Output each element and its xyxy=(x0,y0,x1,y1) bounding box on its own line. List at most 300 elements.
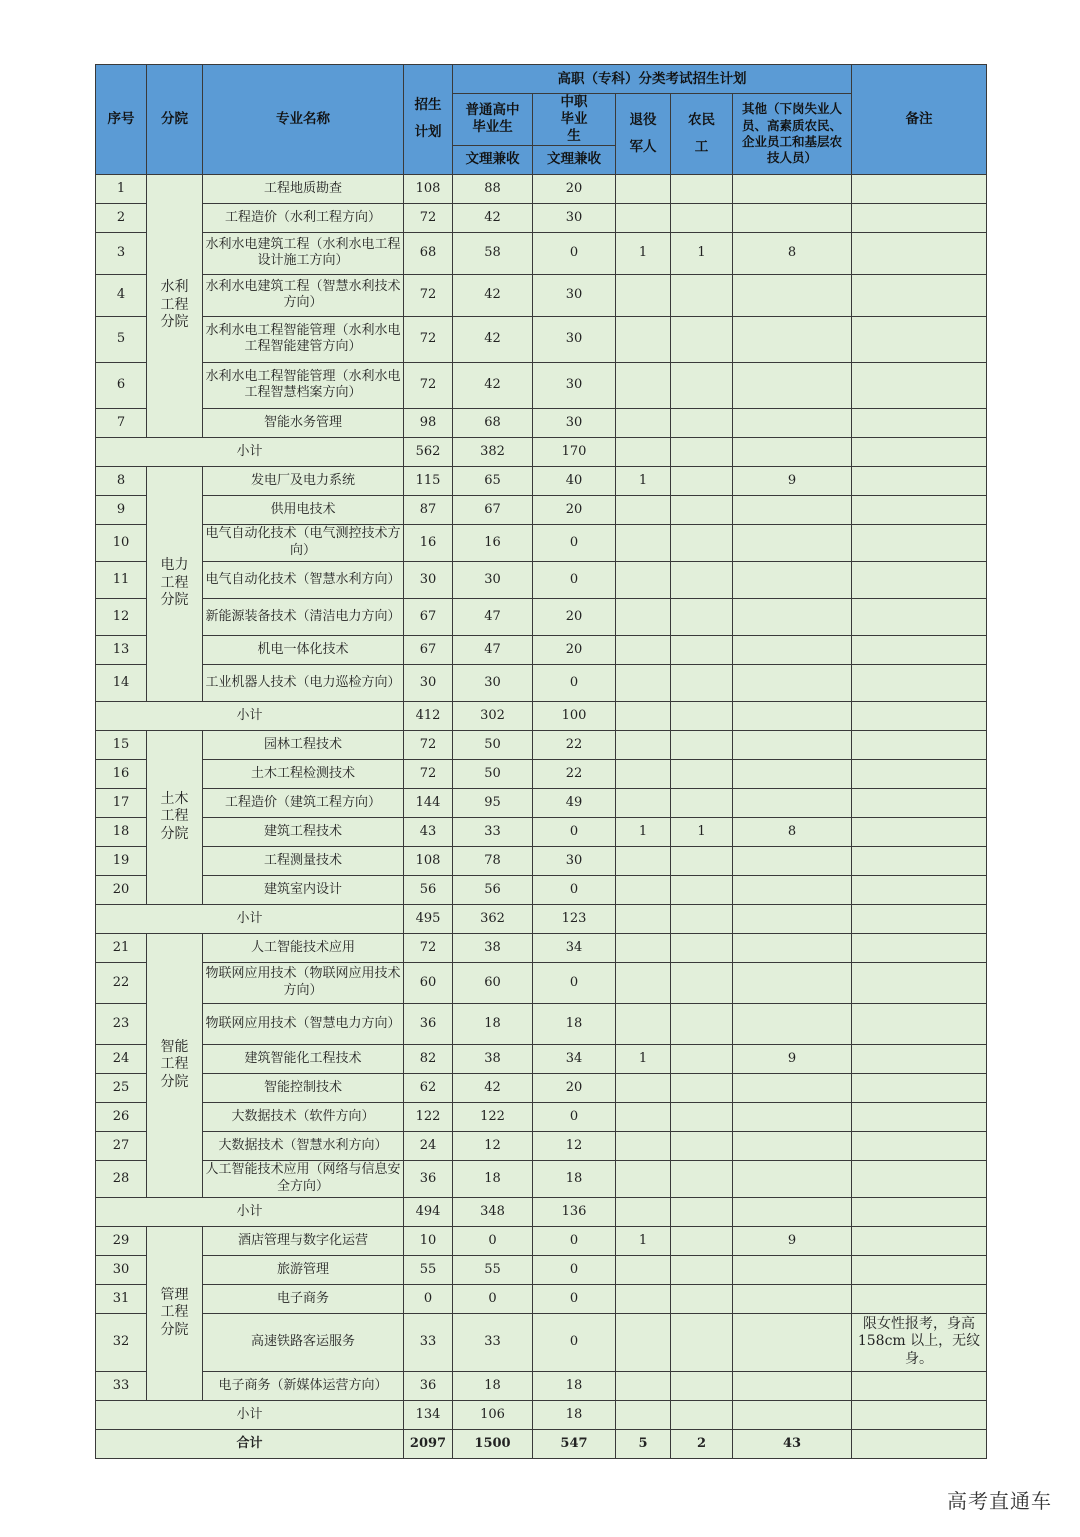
row-veteran xyxy=(616,730,671,759)
subtotal-label: 小计 xyxy=(96,904,404,933)
row-major: 工程测量技术 xyxy=(203,846,404,875)
row-veteran xyxy=(616,933,671,962)
subtotal-empty xyxy=(616,1197,671,1226)
subtotal-plan: 562 xyxy=(404,437,453,466)
table-row xyxy=(96,232,987,274)
row-vs: 30 xyxy=(533,846,616,875)
header-vs: 中职毕业生 xyxy=(533,94,616,146)
subtotal-empty xyxy=(616,701,671,730)
row-seq: 26 xyxy=(96,1102,147,1131)
row-vs: 0 xyxy=(533,875,616,904)
row-veteran xyxy=(616,1131,671,1160)
subtotal-empty xyxy=(733,1400,852,1429)
row-vs: 40 xyxy=(533,466,616,495)
subtotal-row xyxy=(96,437,987,466)
row-hs: 18 xyxy=(453,1003,533,1044)
row-other xyxy=(733,1073,852,1102)
row-hs: 42 xyxy=(453,1073,533,1102)
row-migrant xyxy=(671,635,733,664)
row-other xyxy=(733,788,852,817)
row-veteran xyxy=(616,759,671,788)
row-hs: 33 xyxy=(453,817,533,846)
row-vs: 30 xyxy=(533,362,616,408)
row-seq: 25 xyxy=(96,1073,147,1102)
row-seq: 32 xyxy=(96,1313,147,1371)
row-other xyxy=(733,846,852,875)
row-veteran xyxy=(616,1371,671,1400)
row-vs: 30 xyxy=(533,274,616,316)
row-migrant: 1 xyxy=(671,817,733,846)
row-major: 建筑工程技术 xyxy=(203,817,404,846)
header-migrant: 农民工 xyxy=(671,94,733,175)
row-vs: 49 xyxy=(533,788,616,817)
row-note xyxy=(852,933,987,962)
row-hs: 88 xyxy=(453,174,533,203)
row-other: 9 xyxy=(733,466,852,495)
row-veteran xyxy=(616,362,671,408)
subtotal-plan: 134 xyxy=(404,1400,453,1429)
row-other xyxy=(733,174,852,203)
row-vs: 20 xyxy=(533,635,616,664)
row-major: 电气自动化技术（电气测控技术方向） xyxy=(203,524,404,561)
table-row xyxy=(96,174,987,203)
row-vs: 12 xyxy=(533,1131,616,1160)
row-veteran: 1 xyxy=(616,466,671,495)
row-hs: 16 xyxy=(453,524,533,561)
row-other: 8 xyxy=(733,232,852,274)
row-veteran xyxy=(616,1313,671,1371)
row-vs: 20 xyxy=(533,174,616,203)
row-veteran: 1 xyxy=(616,1044,671,1073)
table-row xyxy=(96,759,987,788)
row-seq: 28 xyxy=(96,1160,147,1197)
row-note xyxy=(852,1160,987,1197)
table-row xyxy=(96,524,987,561)
table-row xyxy=(96,933,987,962)
subtotal-vs: 170 xyxy=(533,437,616,466)
row-migrant xyxy=(671,203,733,232)
row-hs: 33 xyxy=(453,1313,533,1371)
row-major: 工程造价（水利工程方向） xyxy=(203,203,404,232)
row-seq: 3 xyxy=(96,232,147,274)
subtotal-empty xyxy=(852,1197,987,1226)
row-veteran xyxy=(616,408,671,437)
header-seq: 序号 xyxy=(96,65,147,175)
total-row xyxy=(96,1429,987,1458)
row-major: 发电厂及电力系统 xyxy=(203,466,404,495)
row-seq: 23 xyxy=(96,1003,147,1044)
table-row xyxy=(96,875,987,904)
row-note xyxy=(852,962,987,1003)
row-major: 工程造价（建筑工程方向） xyxy=(203,788,404,817)
dept-name-cell xyxy=(147,933,203,1197)
row-seq: 14 xyxy=(96,664,147,701)
row-seq: 22 xyxy=(96,962,147,1003)
header-major: 专业名称 xyxy=(203,65,404,175)
row-other: 8 xyxy=(733,817,852,846)
row-migrant xyxy=(671,1044,733,1073)
row-migrant xyxy=(671,1284,733,1313)
row-note xyxy=(852,1284,987,1313)
row-migrant xyxy=(671,495,733,524)
row-migrant xyxy=(671,788,733,817)
row-seq: 16 xyxy=(96,759,147,788)
row-seq: 4 xyxy=(96,274,147,316)
row-plan: 98 xyxy=(404,408,453,437)
row-note xyxy=(852,316,987,362)
row-major: 旅游管理 xyxy=(203,1255,404,1284)
row-veteran xyxy=(616,635,671,664)
row-note xyxy=(852,203,987,232)
table-row xyxy=(96,788,987,817)
subtotal-empty xyxy=(616,1400,671,1429)
subtotal-vs: 123 xyxy=(533,904,616,933)
row-note xyxy=(852,730,987,759)
dept-name-cell xyxy=(147,1226,203,1400)
row-other xyxy=(733,1003,852,1044)
row-vs: 0 xyxy=(533,1226,616,1255)
subtotal-plan: 495 xyxy=(404,904,453,933)
row-seq: 5 xyxy=(96,316,147,362)
row-veteran xyxy=(616,598,671,635)
subtotal-hs: 302 xyxy=(453,701,533,730)
row-other xyxy=(733,875,852,904)
subtotal-empty xyxy=(852,1400,987,1429)
row-veteran xyxy=(616,1073,671,1102)
row-plan: 115 xyxy=(404,466,453,495)
header-plan xyxy=(404,65,453,175)
row-migrant xyxy=(671,846,733,875)
row-major: 电子商务（新媒体运营方向） xyxy=(203,1371,404,1400)
subtotal-label: 小计 xyxy=(96,1400,404,1429)
row-seq: 31 xyxy=(96,1284,147,1313)
row-plan: 30 xyxy=(404,664,453,701)
row-plan: 0 xyxy=(404,1284,453,1313)
header-subject-vs: 文理兼收 xyxy=(533,145,616,174)
row-note xyxy=(852,1371,987,1400)
row-migrant xyxy=(671,316,733,362)
total-note xyxy=(852,1429,987,1458)
row-migrant xyxy=(671,408,733,437)
row-seq: 24 xyxy=(96,1044,147,1073)
total-veteran: 5 xyxy=(616,1429,671,1458)
row-note xyxy=(852,274,987,316)
row-veteran: 1 xyxy=(616,232,671,274)
row-major: 建筑智能化工程技术 xyxy=(203,1044,404,1073)
row-vs: 0 xyxy=(533,1284,616,1313)
dept-name: 管理工程分院 xyxy=(160,1286,189,1338)
row-vs: 30 xyxy=(533,316,616,362)
row-migrant xyxy=(671,1003,733,1044)
row-veteran xyxy=(616,561,671,598)
subtotal-row xyxy=(96,904,987,933)
dept-name: 土木工程分院 xyxy=(160,790,189,842)
row-major: 人工智能技术应用（网络与信息安全方向） xyxy=(203,1160,404,1197)
row-other xyxy=(733,1371,852,1400)
row-migrant xyxy=(671,1160,733,1197)
row-vs: 0 xyxy=(533,1313,616,1371)
row-other xyxy=(733,203,852,232)
row-hs: 55 xyxy=(453,1255,533,1284)
subtotal-empty xyxy=(671,701,733,730)
subtotal-hs: 362 xyxy=(453,904,533,933)
row-seq: 18 xyxy=(96,817,147,846)
subtotal-row xyxy=(96,1197,987,1226)
header-hs: 普通高中毕业生 xyxy=(453,94,533,146)
row-hs: 50 xyxy=(453,759,533,788)
table-row xyxy=(96,1102,987,1131)
enrollment-plan-table xyxy=(95,64,987,1459)
row-seq: 8 xyxy=(96,466,147,495)
row-seq: 11 xyxy=(96,561,147,598)
row-seq: 10 xyxy=(96,524,147,561)
row-plan: 43 xyxy=(404,817,453,846)
total-plan: 2097 xyxy=(404,1429,453,1458)
row-note xyxy=(852,759,987,788)
row-major: 工程地质勘查 xyxy=(203,174,404,203)
row-seq: 2 xyxy=(96,203,147,232)
row-migrant: 1 xyxy=(671,232,733,274)
row-note xyxy=(852,561,987,598)
row-veteran xyxy=(616,664,671,701)
row-vs: 22 xyxy=(533,730,616,759)
row-vs: 0 xyxy=(533,1102,616,1131)
table-row xyxy=(96,1284,987,1313)
row-migrant xyxy=(671,1073,733,1102)
row-veteran xyxy=(616,524,671,561)
row-migrant xyxy=(671,174,733,203)
row-seq: 33 xyxy=(96,1371,147,1400)
row-major: 智能控制技术 xyxy=(203,1073,404,1102)
header-note: 备注 xyxy=(852,65,987,175)
row-vs: 30 xyxy=(533,203,616,232)
header-dept: 分院 xyxy=(147,65,203,175)
row-seq: 9 xyxy=(96,495,147,524)
row-migrant xyxy=(671,561,733,598)
row-hs: 50 xyxy=(453,730,533,759)
row-veteran xyxy=(616,1255,671,1284)
row-migrant xyxy=(671,1226,733,1255)
row-plan: 72 xyxy=(404,203,453,232)
row-major: 供用电技术 xyxy=(203,495,404,524)
table-row xyxy=(96,962,987,1003)
row-vs: 18 xyxy=(533,1160,616,1197)
subtotal-empty xyxy=(852,437,987,466)
row-plan: 10 xyxy=(404,1226,453,1255)
row-plan: 72 xyxy=(404,316,453,362)
row-seq: 6 xyxy=(96,362,147,408)
row-migrant xyxy=(671,1255,733,1284)
row-seq: 29 xyxy=(96,1226,147,1255)
row-major: 酒店管理与数字化运营 xyxy=(203,1226,404,1255)
row-hs: 47 xyxy=(453,635,533,664)
row-seq: 13 xyxy=(96,635,147,664)
row-plan: 72 xyxy=(404,362,453,408)
watermark-text: 高考直通车 xyxy=(947,1489,1052,1513)
row-major: 建筑室内设计 xyxy=(203,875,404,904)
row-hs: 12 xyxy=(453,1131,533,1160)
row-major: 高速铁路客运服务 xyxy=(203,1313,404,1371)
table-row xyxy=(96,203,987,232)
subtotal-plan: 494 xyxy=(404,1197,453,1226)
row-other xyxy=(733,408,852,437)
row-note xyxy=(852,1226,987,1255)
row-migrant xyxy=(671,466,733,495)
subtotal-hs: 348 xyxy=(453,1197,533,1226)
row-migrant xyxy=(671,1313,733,1371)
row-vs: 0 xyxy=(533,962,616,1003)
row-plan: 144 xyxy=(404,788,453,817)
row-hs: 95 xyxy=(453,788,533,817)
row-plan: 36 xyxy=(404,1003,453,1044)
row-veteran xyxy=(616,1003,671,1044)
row-note xyxy=(852,664,987,701)
table-row xyxy=(96,1073,987,1102)
row-hs: 60 xyxy=(453,962,533,1003)
row-vs: 0 xyxy=(533,664,616,701)
subtotal-empty xyxy=(733,1197,852,1226)
total-other: 43 xyxy=(733,1429,852,1458)
row-plan: 72 xyxy=(404,730,453,759)
row-other: 9 xyxy=(733,1044,852,1073)
row-veteran xyxy=(616,846,671,875)
table-row xyxy=(96,1313,987,1371)
row-vs: 18 xyxy=(533,1003,616,1044)
row-major: 机电一体化技术 xyxy=(203,635,404,664)
subtotal-empty xyxy=(671,437,733,466)
row-hs: 18 xyxy=(453,1160,533,1197)
row-seq: 1 xyxy=(96,174,147,203)
row-plan: 72 xyxy=(404,274,453,316)
subtotal-empty xyxy=(733,904,852,933)
subtotal-hs: 382 xyxy=(453,437,533,466)
row-migrant xyxy=(671,1102,733,1131)
row-migrant xyxy=(671,933,733,962)
total-migrant: 2 xyxy=(671,1429,733,1458)
subtotal-label: 小计 xyxy=(96,1197,404,1226)
row-hs: 78 xyxy=(453,846,533,875)
row-veteran xyxy=(616,1284,671,1313)
row-note xyxy=(852,174,987,203)
row-major: 水利水电建筑工程（智慧水利技术方向） xyxy=(203,274,404,316)
row-hs: 47 xyxy=(453,598,533,635)
row-vs: 0 xyxy=(533,561,616,598)
row-veteran xyxy=(616,495,671,524)
row-veteran: 1 xyxy=(616,817,671,846)
row-major: 智能水务管理 xyxy=(203,408,404,437)
row-hs: 42 xyxy=(453,316,533,362)
row-hs: 42 xyxy=(453,274,533,316)
row-major: 水利水电建筑工程（水利水电工程设计施工方向） xyxy=(203,232,404,274)
row-plan: 30 xyxy=(404,561,453,598)
row-migrant xyxy=(671,1371,733,1400)
dept-name-cell xyxy=(147,466,203,701)
row-note xyxy=(852,1003,987,1044)
row-veteran xyxy=(616,274,671,316)
row-hs: 38 xyxy=(453,933,533,962)
table-row xyxy=(96,1160,987,1197)
row-plan: 60 xyxy=(404,962,453,1003)
table-row xyxy=(96,466,987,495)
row-plan: 36 xyxy=(404,1160,453,1197)
total-hs: 1500 xyxy=(453,1429,533,1458)
row-vs: 0 xyxy=(533,524,616,561)
row-hs: 18 xyxy=(453,1371,533,1400)
header-veteran: 退役军人 xyxy=(616,94,671,175)
table-row xyxy=(96,495,987,524)
subtotal-label: 小计 xyxy=(96,437,404,466)
row-other xyxy=(733,598,852,635)
table-row xyxy=(96,561,987,598)
row-migrant xyxy=(671,875,733,904)
row-migrant xyxy=(671,730,733,759)
enrollment-plan-sheet xyxy=(95,64,986,1459)
subtotal-hs: 106 xyxy=(453,1400,533,1429)
row-major: 物联网应用技术（物联网应用技术方向） xyxy=(203,962,404,1003)
table-row xyxy=(96,730,987,759)
dept-name-cell xyxy=(147,174,203,437)
row-other xyxy=(733,362,852,408)
header-group: 高职（专科）分类考试招生计划 xyxy=(453,65,852,94)
table-row xyxy=(96,1044,987,1073)
row-vs: 20 xyxy=(533,598,616,635)
subtotal-empty xyxy=(852,701,987,730)
row-other xyxy=(733,664,852,701)
row-note xyxy=(852,1102,987,1131)
row-other xyxy=(733,1160,852,1197)
row-hs: 56 xyxy=(453,875,533,904)
row-hs: 0 xyxy=(453,1226,533,1255)
row-major: 水利水电工程智能管理（水利水电工程智慧档案方向） xyxy=(203,362,404,408)
table-row xyxy=(96,1371,987,1400)
row-major: 物联网应用技术（智慧电力方向） xyxy=(203,1003,404,1044)
row-plan: 56 xyxy=(404,875,453,904)
row-seq: 12 xyxy=(96,598,147,635)
row-other xyxy=(733,274,852,316)
row-vs: 20 xyxy=(533,495,616,524)
header-other: 其他（下岗失业人员、高素质农民、企业员工和基层农技人员） xyxy=(733,94,852,175)
row-vs: 18 xyxy=(533,1371,616,1400)
row-plan: 108 xyxy=(404,846,453,875)
subtotal-empty xyxy=(671,1197,733,1226)
row-vs: 0 xyxy=(533,232,616,274)
row-plan: 24 xyxy=(404,1131,453,1160)
subtotal-empty xyxy=(616,904,671,933)
row-note xyxy=(852,598,987,635)
row-vs: 34 xyxy=(533,1044,616,1073)
row-other xyxy=(733,933,852,962)
row-seq: 21 xyxy=(96,933,147,962)
row-note xyxy=(852,524,987,561)
row-other xyxy=(733,730,852,759)
row-note xyxy=(852,1255,987,1284)
table-header xyxy=(96,65,987,175)
row-other xyxy=(733,524,852,561)
row-major: 土木工程检测技术 xyxy=(203,759,404,788)
row-veteran: 1 xyxy=(616,1226,671,1255)
row-other: 9 xyxy=(733,1226,852,1255)
table-body xyxy=(96,174,987,1458)
row-note xyxy=(852,408,987,437)
row-migrant xyxy=(671,664,733,701)
row-major: 工业机器人技术（电力巡检方向） xyxy=(203,664,404,701)
row-seq: 15 xyxy=(96,730,147,759)
row-hs: 0 xyxy=(453,1284,533,1313)
row-seq: 27 xyxy=(96,1131,147,1160)
row-vs: 22 xyxy=(533,759,616,788)
row-hs: 68 xyxy=(453,408,533,437)
row-plan: 33 xyxy=(404,1313,453,1371)
